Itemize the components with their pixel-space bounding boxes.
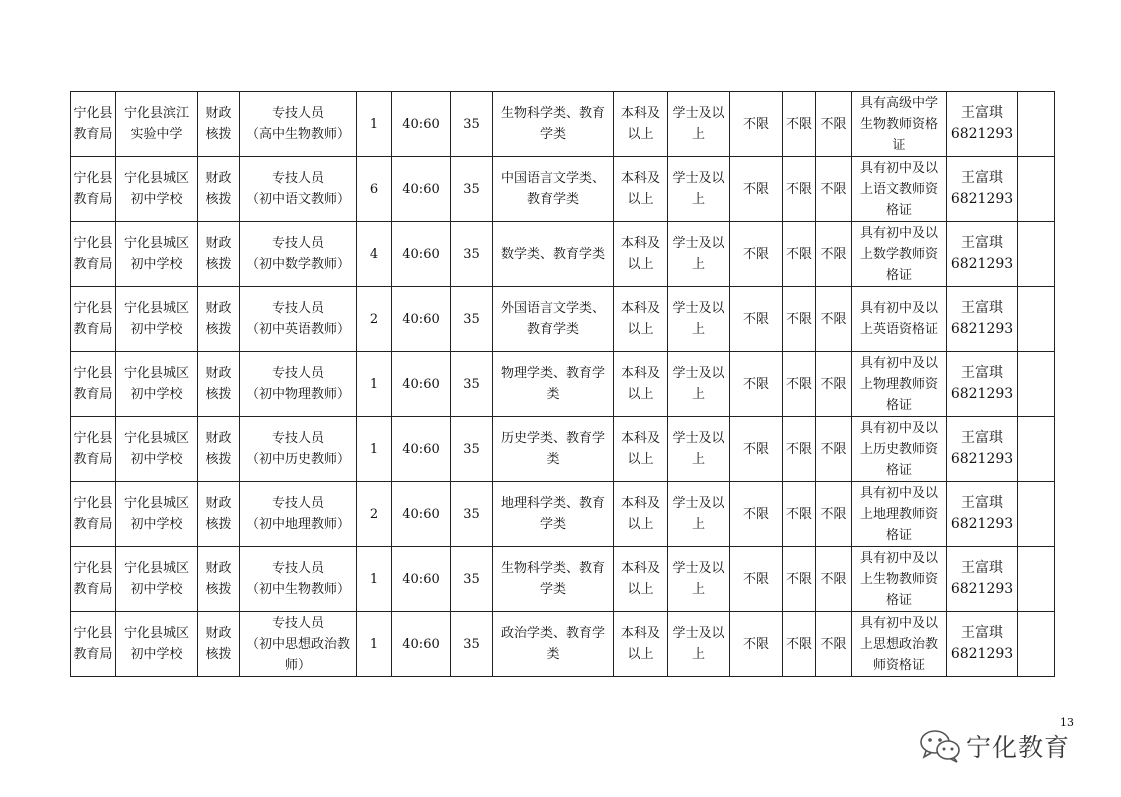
page-number: 13 (1060, 716, 1074, 729)
position-cell: 专技人员 （初中数学教师） (240, 222, 357, 287)
household-cell: 不限 (816, 287, 852, 352)
unit-cell: 宁化县城区初中学校 (116, 222, 198, 287)
exam-ratio-cell: 40:60 (392, 157, 451, 222)
gender-cell: 不限 (730, 287, 783, 352)
contact-cell: 王富琪 6821293 (947, 157, 1018, 222)
department-cell: 宁化县教育局 (71, 157, 116, 222)
ethnicity-cell: 不限 (783, 222, 816, 287)
exam-ratio-cell: 40:60 (392, 547, 451, 612)
household-cell: 不限 (816, 547, 852, 612)
quota-cell: 1 (357, 417, 392, 482)
age-cell: 35 (451, 92, 493, 157)
requirement-cell: 具有初中及以上语文教师资格证 (852, 157, 947, 222)
household-cell: 不限 (816, 222, 852, 287)
gender-cell: 不限 (730, 417, 783, 482)
gender-cell: 不限 (730, 352, 783, 417)
requirement-cell: 具有初中及以上生物教师资格证 (852, 547, 947, 612)
degree-cell: 学士及以上 (668, 417, 730, 482)
requirement-cell: 具有初中及以上数学教师资格证 (852, 222, 947, 287)
gender-cell: 不限 (730, 482, 783, 547)
funding-cell: 财政核拨 (198, 157, 240, 222)
table-row (71, 482, 1055, 547)
contact-cell: 王富琪 6821293 (947, 222, 1018, 287)
education-cell: 本科及以上 (614, 157, 668, 222)
recruitment-table (70, 91, 1055, 677)
unit-cell: 宁化县城区初中学校 (116, 157, 198, 222)
department-cell: 宁化县教育局 (71, 417, 116, 482)
ethnicity-cell: 不限 (783, 547, 816, 612)
ethnicity-cell: 不限 (783, 352, 816, 417)
remark-cell (1018, 157, 1055, 222)
degree-cell: 学士及以上 (668, 287, 730, 352)
household-cell: 不限 (816, 157, 852, 222)
household-cell: 不限 (816, 92, 852, 157)
unit-cell: 宁化县城区初中学校 (116, 352, 198, 417)
education-cell: 本科及以上 (614, 417, 668, 482)
funding-cell: 财政核拨 (198, 612, 240, 677)
department-cell: 宁化县教育局 (71, 547, 116, 612)
contact-cell: 王富琪 6821293 (947, 287, 1018, 352)
remark-cell (1018, 222, 1055, 287)
table-row (71, 287, 1055, 352)
household-cell: 不限 (816, 612, 852, 677)
watermark-text: 宁化教育 (966, 733, 1071, 762)
remark-cell (1018, 482, 1055, 547)
remark-cell (1018, 612, 1055, 677)
degree-cell: 学士及以上 (668, 92, 730, 157)
household-cell: 不限 (816, 352, 852, 417)
major-cell: 物理学类、教育学类 (493, 352, 614, 417)
quota-cell: 4 (357, 222, 392, 287)
funding-cell: 财政核拨 (198, 482, 240, 547)
unit-cell: 宁化县城区初中学校 (116, 547, 198, 612)
ethnicity-cell: 不限 (783, 157, 816, 222)
ethnicity-cell: 不限 (783, 482, 816, 547)
quota-cell: 1 (357, 612, 392, 677)
gender-cell: 不限 (730, 92, 783, 157)
quota-cell: 2 (357, 287, 392, 352)
funding-cell: 财政核拨 (198, 352, 240, 417)
exam-ratio-cell: 40:60 (392, 287, 451, 352)
funding-cell: 财政核拨 (198, 417, 240, 482)
education-cell: 本科及以上 (614, 352, 668, 417)
ethnicity-cell: 不限 (783, 92, 816, 157)
contact-cell: 王富琪 6821293 (947, 547, 1018, 612)
gender-cell: 不限 (730, 157, 783, 222)
education-cell: 本科及以上 (614, 222, 668, 287)
unit-cell: 宁化县城区初中学校 (116, 482, 198, 547)
degree-cell: 学士及以上 (668, 157, 730, 222)
education-cell: 本科及以上 (614, 547, 668, 612)
position-cell: 专技人员 （初中物理教师） (240, 352, 357, 417)
position-cell: 专技人员 （初中生物教师） (240, 547, 357, 612)
exam-ratio-cell: 40:60 (392, 222, 451, 287)
position-cell: 专技人员 （初中英语教师） (240, 287, 357, 352)
gender-cell: 不限 (730, 547, 783, 612)
education-cell: 本科及以上 (614, 482, 668, 547)
major-cell: 生物科学类、教育学类 (493, 547, 614, 612)
age-cell: 35 (451, 612, 493, 677)
household-cell: 不限 (816, 482, 852, 547)
remark-cell (1018, 287, 1055, 352)
age-cell: 35 (451, 417, 493, 482)
remark-cell (1018, 92, 1055, 157)
wechat-icon (918, 728, 962, 764)
education-cell: 本科及以上 (614, 612, 668, 677)
table-row (71, 612, 1055, 677)
unit-cell: 宁化县滨江实验中学 (116, 92, 198, 157)
education-cell: 本科及以上 (614, 287, 668, 352)
position-cell: 专技人员 （初中语文教师） (240, 157, 357, 222)
funding-cell: 财政核拨 (198, 287, 240, 352)
major-cell: 数学类、教育学类 (493, 222, 614, 287)
gender-cell: 不限 (730, 612, 783, 677)
household-cell: 不限 (816, 417, 852, 482)
table-row (71, 92, 1055, 157)
unit-cell: 宁化县城区初中学校 (116, 612, 198, 677)
contact-cell: 王富琪 6821293 (947, 417, 1018, 482)
degree-cell: 学士及以上 (668, 547, 730, 612)
age-cell: 35 (451, 222, 493, 287)
requirement-cell: 具有初中及以上英语资格证 (852, 287, 947, 352)
age-cell: 35 (451, 352, 493, 417)
education-cell: 本科及以上 (614, 92, 668, 157)
major-cell: 中国语言文学类、教育学类 (493, 157, 614, 222)
requirement-cell: 具有初中及以上物理教师资格证 (852, 352, 947, 417)
gender-cell: 不限 (730, 222, 783, 287)
exam-ratio-cell: 40:60 (392, 612, 451, 677)
position-cell: 专技人员 （初中地理教师） (240, 482, 357, 547)
watermark (918, 728, 1070, 764)
department-cell: 宁化县教育局 (71, 612, 116, 677)
table-row (71, 352, 1055, 417)
quota-cell: 2 (357, 482, 392, 547)
department-cell: 宁化县教育局 (71, 482, 116, 547)
position-cell: 专技人员 （初中历史教师） (240, 417, 357, 482)
major-cell: 地理科学类、教育学类 (493, 482, 614, 547)
remark-cell (1018, 417, 1055, 482)
major-cell: 外国语言文学类、教育学类 (493, 287, 614, 352)
major-cell: 历史学类、教育学类 (493, 417, 614, 482)
quota-cell: 6 (357, 157, 392, 222)
ethnicity-cell: 不限 (783, 612, 816, 677)
degree-cell: 学士及以上 (668, 222, 730, 287)
department-cell: 宁化县教育局 (71, 287, 116, 352)
exam-ratio-cell: 40:60 (392, 417, 451, 482)
exam-ratio-cell: 40:60 (392, 352, 451, 417)
age-cell: 35 (451, 157, 493, 222)
quota-cell: 1 (357, 92, 392, 157)
position-cell: 专技人员 （初中思想政治教师） (240, 612, 357, 677)
exam-ratio-cell: 40:60 (392, 92, 451, 157)
exam-ratio-cell: 40:60 (392, 482, 451, 547)
major-cell: 政治学类、教育学类 (493, 612, 614, 677)
department-cell: 宁化县教育局 (71, 352, 116, 417)
contact-cell: 王富琪 6821293 (947, 92, 1018, 157)
quota-cell: 1 (357, 352, 392, 417)
position-cell: 专技人员 （高中生物教师） (240, 92, 357, 157)
table-row (71, 547, 1055, 612)
contact-cell: 王富琪 6821293 (947, 352, 1018, 417)
table-row (71, 157, 1055, 222)
contact-cell: 王富琪 6821293 (947, 482, 1018, 547)
unit-cell: 宁化县城区初中学校 (116, 287, 198, 352)
ethnicity-cell: 不限 (783, 287, 816, 352)
quota-cell: 1 (357, 547, 392, 612)
remark-cell (1018, 547, 1055, 612)
unit-cell: 宁化县城区初中学校 (116, 417, 198, 482)
funding-cell: 财政核拨 (198, 222, 240, 287)
major-cell: 生物科学类、教育学类 (493, 92, 614, 157)
funding-cell: 财政核拨 (198, 92, 240, 157)
funding-cell: 财政核拨 (198, 547, 240, 612)
requirement-cell: 具有初中及以上思想政治教师资格证 (852, 612, 947, 677)
age-cell: 35 (451, 287, 493, 352)
degree-cell: 学士及以上 (668, 482, 730, 547)
requirement-cell: 具有初中及以上历史教师资格证 (852, 417, 947, 482)
degree-cell: 学士及以上 (668, 612, 730, 677)
ethnicity-cell: 不限 (783, 417, 816, 482)
department-cell: 宁化县教育局 (71, 92, 116, 157)
department-cell: 宁化县教育局 (71, 222, 116, 287)
table-row (71, 222, 1055, 287)
degree-cell: 学士及以上 (668, 352, 730, 417)
table-row (71, 417, 1055, 482)
requirement-cell: 具有初中及以上地理教师资格证 (852, 482, 947, 547)
requirement-cell: 具有高级中学生物教师资格证 (852, 92, 947, 157)
age-cell: 35 (451, 482, 493, 547)
remark-cell (1018, 352, 1055, 417)
contact-cell: 王富琪 6821293 (947, 612, 1018, 677)
age-cell: 35 (451, 547, 493, 612)
